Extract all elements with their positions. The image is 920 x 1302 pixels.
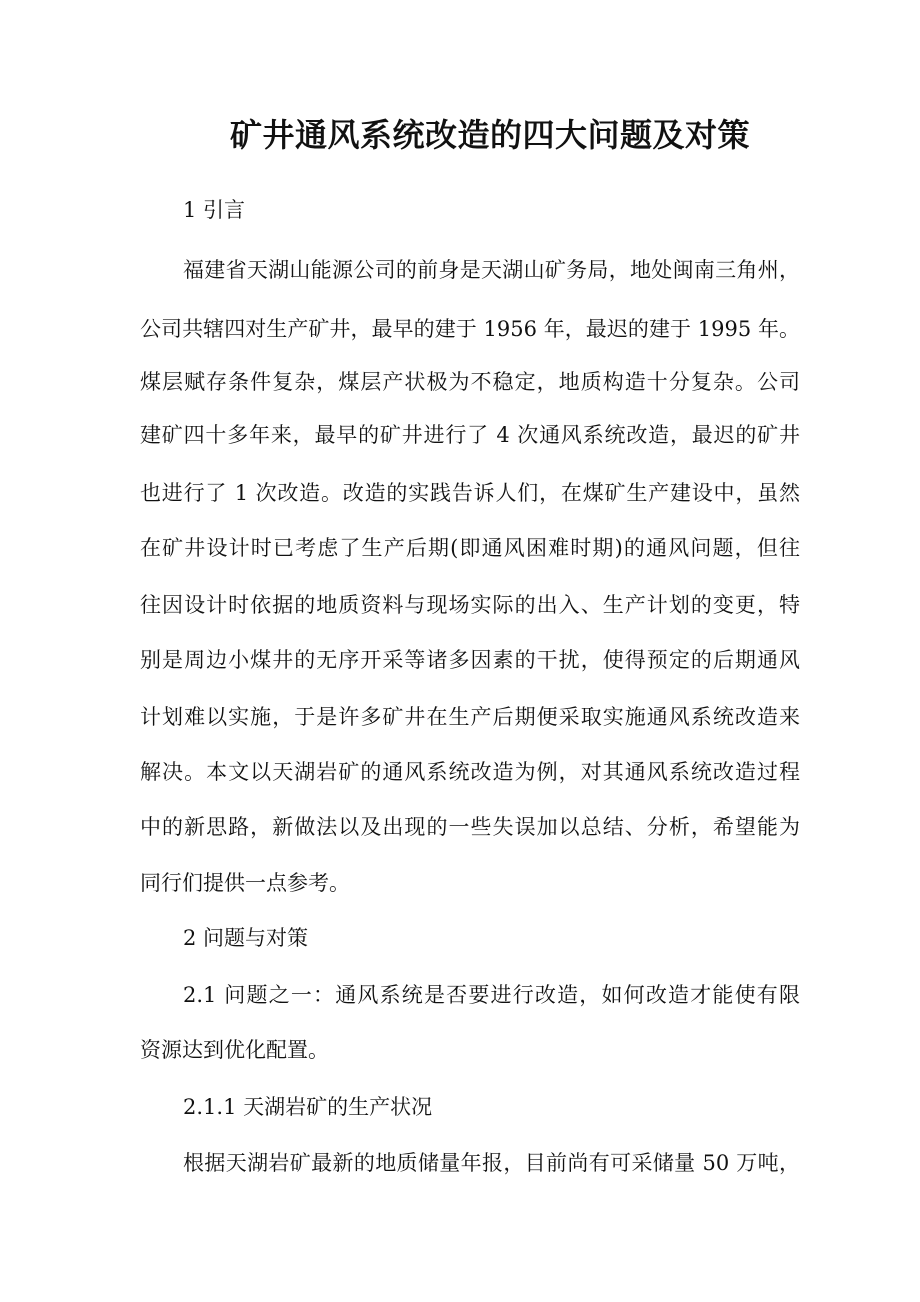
paragraph-line: 别是周边小煤井的无序开采等诸多因素的干扰，使得预定的后期通风 — [140, 648, 800, 672]
paragraph-line: 在矿井设计时已考虑了生产后期(即通风困难时期)的通风问题，但往 — [140, 536, 800, 560]
paragraph-line: 中的新思路，新做法以及出现的一些失误加以总结、分析，希望能为 — [140, 815, 800, 839]
paragraph-line: 煤层赋存条件复杂，煤层产状极为不稳定，地质构造十分复杂。公司 — [140, 370, 800, 394]
paragraph-line: 往因设计时依据的地质资料与现场实际的出入、生产计划的变更，特 — [140, 593, 800, 617]
paragraph-line: 同行们提供一点参考。 — [140, 871, 350, 895]
paragraph-line: 解决。本文以天湖岩矿的通风系统改造为例，对其通风系统改造过程 — [140, 760, 800, 784]
paragraph-line: 公司共辖四对生产矿井，最早的建于 1956 年，最迟的建于 1995 年。 — [140, 317, 800, 341]
paragraph-line: 也进行了 1 次改造。改造的实践告诉人们，在煤矿生产建设中，虽然 — [140, 481, 800, 505]
section-heading-1: 1 引言 — [183, 198, 246, 222]
section-heading-2: 2 问题与对策 — [183, 926, 309, 950]
paragraph-line: 计划难以实施，于是许多矿井在生产后期便采取实施通风系统改造来 — [140, 705, 800, 729]
paragraph-line: 福建省天湖山能源公司的前身是天湖山矿务局，地处闽南三角州， — [183, 258, 800, 282]
subsection-heading-2-1: 2.1 问题之一：通风系统是否要进行改造，如何改造才能使有限 — [183, 983, 800, 1007]
paragraph-line: 根据天湖岩矿最新的地质储量年报，目前尚有可采储量 50 万吨， — [183, 1151, 800, 1175]
document-title: 矿井通风系统改造的四大问题及对策 — [229, 116, 750, 154]
paragraph-line: 建矿四十多年来，最早的矿井进行了 4 次通风系统改造，最迟的矿井 — [140, 423, 800, 447]
subsection-heading-2-1-1: 2.1.1 天湖岩矿的生产状况 — [183, 1095, 433, 1119]
subsection-heading-2-1-cont: 资源达到优化配置。 — [140, 1038, 329, 1062]
